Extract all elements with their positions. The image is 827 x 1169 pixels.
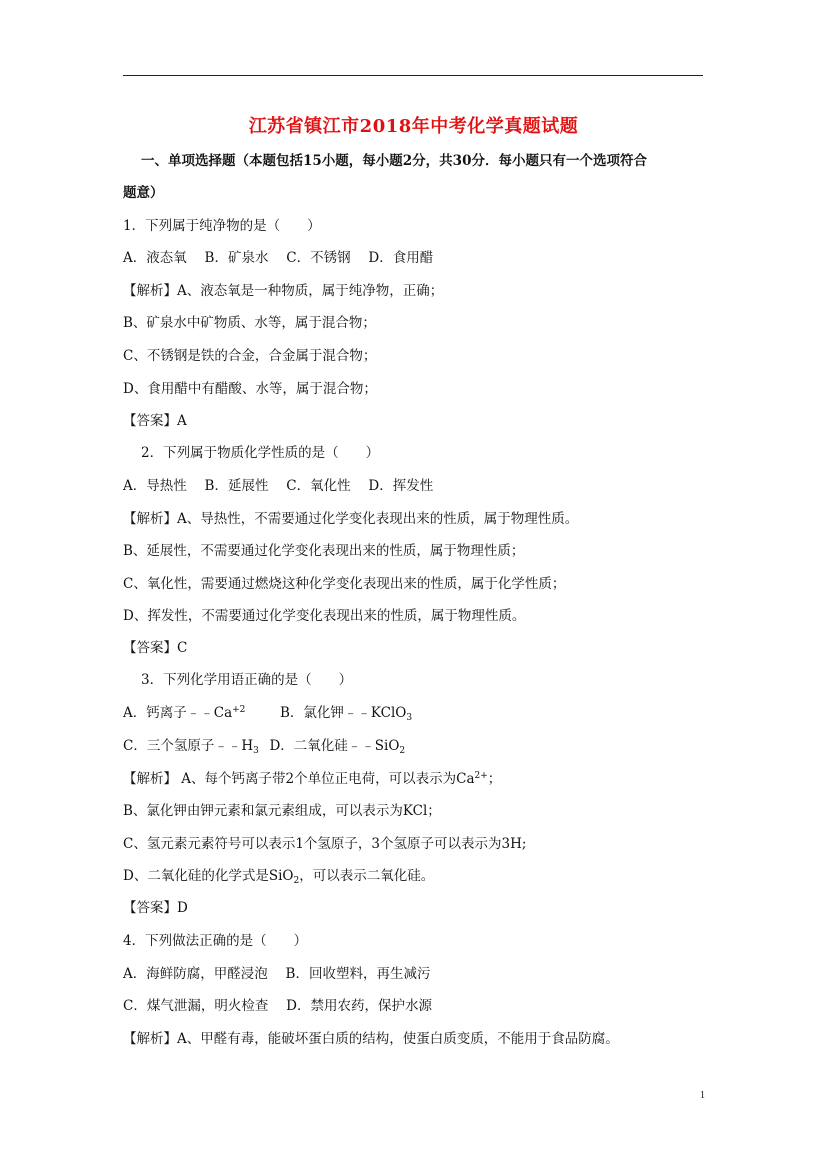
q3-option-a-charge: +2 (232, 705, 246, 715)
q3-stem: 3．下列化学用语正确的是（ ） (141, 672, 353, 688)
q4-options-ab: A．海鲜防腐，甲醛浸泡 B．回收塑料，再生减污 (123, 966, 431, 982)
q1-explanation-d: D、食用醋中有醋酸、水等，属于混合物； (123, 381, 377, 397)
q4-stem: 4．下列做法正确的是（ ） (123, 933, 308, 949)
q2-stem: 2．下列属于物质化学性质的是（ ） (141, 445, 380, 461)
q3-explanation-d-subscript: 2 (293, 876, 300, 886)
q1-answer: 【答案】A (123, 413, 187, 429)
q3-explanation-d-text: D、二氧化硅的化学式是SiO (123, 868, 294, 884)
section-heading-line1: 一、单项选择题（本题包括15小题，每小题2分，共30分．每小题只有一个选项符合 (141, 153, 647, 169)
q1-options: A．液态氧 B．矿泉水 C．不锈钢 D．食用醋 (123, 250, 434, 266)
q3-explanation-c: C、氢元素元素符号可以表示1个氢原子，3个氢原子可以表示为3H; (123, 836, 527, 852)
q3-option-d: D．二氧化硅﹣﹣SiO (269, 738, 400, 754)
q2-explanation-c: C、氧化性，需要通过燃烧这种化学变化表现出来的性质，属于化学性质； (123, 576, 566, 592)
q2-explanation-d: D、挥发性，不需要通过化学变化表现出来的性质，属于物理性质。 (123, 608, 526, 624)
q4-explanation-a: 【解析】A、甲醛有毒，能破坏蛋白质的结构，使蛋白质变质，不能用于食品防腐。 (123, 1031, 619, 1047)
q3-explanation-a-charge: 2+ (474, 771, 488, 781)
q3-options-cd (123, 737, 405, 755)
q3-explanation-d (123, 867, 434, 885)
q3-option-c-subscript: 3 (253, 746, 259, 756)
q2-options: A．导热性 B．延展性 C．氧化性 D．挥发性 (123, 478, 434, 494)
q3-explanation-a-text: 【解析】 A、每个钙离子带2个单位正电荷，可以表示为Ca (123, 771, 475, 787)
page-number: 1 (700, 1090, 705, 1101)
q3-option-d-subscript: 2 (399, 746, 406, 756)
q3-options-ab (123, 704, 412, 722)
section-heading-line2: 题意） (123, 185, 164, 201)
page-title: 江苏省镇江市2018年中考化学真题试题 (248, 116, 579, 137)
q3-explanation-b: B、氯化钾由钾元素和氯元素组成，可以表示为KCl； (123, 803, 441, 819)
header-rule (123, 75, 703, 76)
q1-explanation-c: C、不锈钢是铁的合金，合金属于混合物； (123, 348, 377, 364)
q3-option-b: B．氯化钾﹣﹣KClO (280, 705, 407, 721)
q2-explanation-b: B、延展性，不需要通过化学变化表现出来的性质，属于物理性质； (123, 543, 525, 559)
q3-explanation-a-end: ； (487, 771, 502, 787)
q3-answer: 【答案】D (123, 900, 188, 916)
q3-explanation-d-end: ，可以表示二氧化硅。 (299, 868, 435, 884)
q3-option-b-subscript: 3 (406, 713, 413, 723)
q4-options-cd: C．煤气泄漏，明火检查 D．禁用农药，保护水源 (123, 998, 432, 1014)
q3-option-a: A．钙离子﹣﹣Ca (123, 705, 233, 721)
q1-stem: 1．下列属于纯净物的是（ ） (123, 218, 321, 234)
q2-answer: 【答案】C (123, 640, 188, 656)
q1-explanation-a: 【解析】A、液态氧是一种物质，属于纯净物，正确； (123, 283, 444, 299)
q3-explanation-a (123, 770, 501, 788)
q3-option-c: C．三个氢原子﹣﹣H (123, 738, 254, 754)
q2-explanation-a: 【解析】A、导热性，不需要通过化学变化表现出来的性质，属于物理性质。 (123, 511, 579, 527)
q1-explanation-b: B、矿泉水中矿物质、水等，属于混合物； (123, 315, 376, 331)
